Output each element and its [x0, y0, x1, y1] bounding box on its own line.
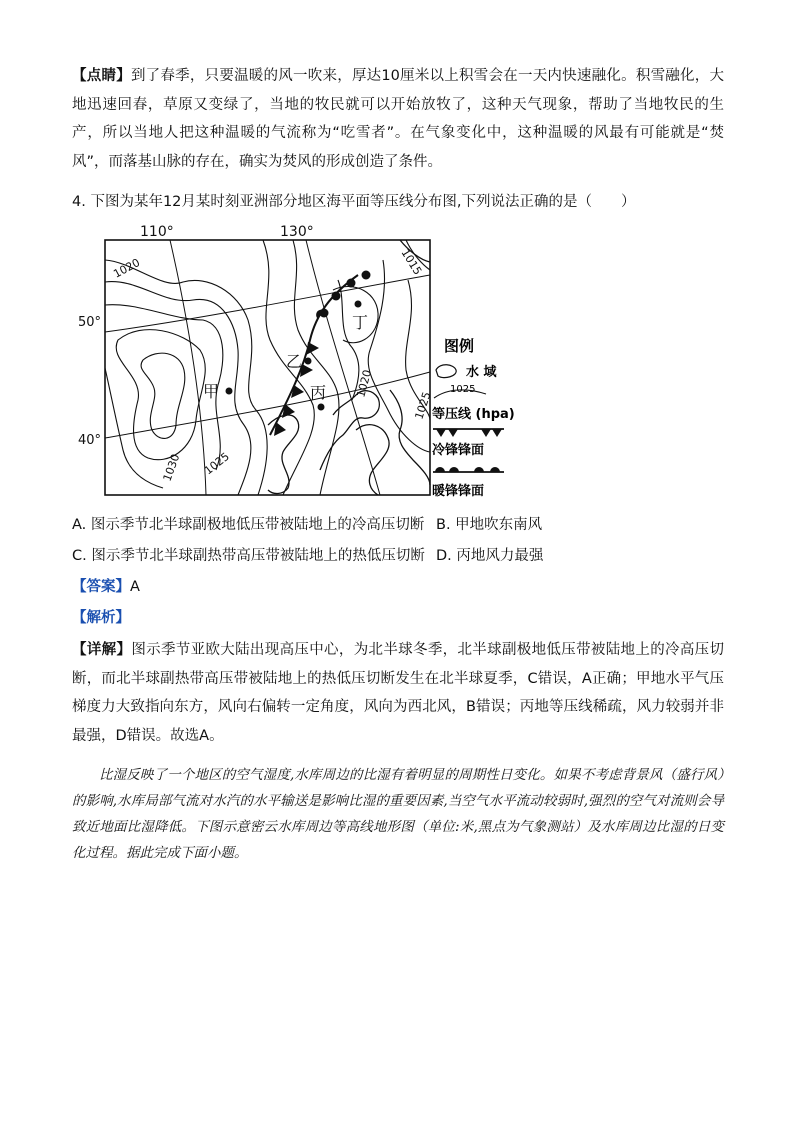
- legend-isobar-value: 1025: [450, 384, 476, 395]
- answer-tag: 【答案】: [72, 579, 130, 595]
- legend-cold-triangle: [436, 429, 446, 437]
- warm-front-semicircle: [320, 309, 329, 318]
- isobar-line: [116, 330, 205, 460]
- dot-yi: [305, 358, 312, 365]
- map-legend: [432, 337, 515, 499]
- analysis-tag: 【解析】: [72, 610, 130, 626]
- legend-warm-semicircle: [449, 467, 459, 472]
- legend-warm-semicircle: [490, 467, 500, 472]
- isobar-line: [141, 353, 185, 438]
- place-label-bing: 丙: [310, 383, 327, 402]
- legend-isobar-label: 等压线 (hpa): [432, 407, 515, 422]
- lat-label-50: 50°: [78, 315, 102, 330]
- isobar-label: 1015: [398, 246, 425, 278]
- lon-label-130: 130°: [280, 224, 314, 240]
- option-a: A. 图示季节北半球副极地低压带被陆地上的冷高压切断: [72, 517, 425, 533]
- isobar-map: [78, 220, 528, 505]
- dot-jia: [226, 388, 233, 395]
- isobar-label: 1020: [354, 368, 375, 399]
- warm-front-semicircle: [362, 271, 371, 280]
- lat-label-40: 40°: [78, 433, 102, 448]
- detail-text: 图示季节亚欧大陆出现高压中心，为北半球冬季，北半球副极地低压带被陆地上的冷高压切断，而北半球副热带高压带被陆地上的热低压切断发生在北半球夏季，C错误，A正确；甲地水平气压梯度力大致指向东方，风向右偏转一定角度，风向为西北风，B错误；丙地等压线稀疏，风力较弱并非最强，D错误。故选A。: [72, 642, 725, 744]
- isobar-line: [368, 260, 430, 452]
- isobar-label: 1020: [111, 256, 143, 281]
- answer-line: [72, 577, 140, 597]
- place-label-ding: 丁: [352, 313, 369, 332]
- legend-warm-label: 暖锋锋面: [432, 484, 485, 499]
- warm-front-semicircle: [332, 292, 341, 301]
- cold-front-triangle: [306, 342, 319, 355]
- legend-cold-triangle: [481, 429, 491, 437]
- legend-cold-triangle: [492, 429, 502, 437]
- cold-front-triangle: [274, 422, 286, 436]
- option-c: C. 图示季节北半球副热带高压带被陆地上的热低压切断: [72, 548, 425, 564]
- point-tag: 【点睛】: [72, 68, 131, 84]
- point-text: 到了春季，只要温暖的风一吹来，厚达10厘米以上积雪会在一天内快速融化。积雪融化，大地迅速回春，草原又变绿了，当地的牧民就可以开始放牧了，这种天气现象，帮助了当地牧民的生产，所以当地人把这种温暖的气流称为“吃雪者”。在气象变化中，这种温暖的风最有可能就是“焚风”，而落基山脉的存在，确实为焚风的形成创造了条件。: [72, 68, 724, 170]
- option-b: B. 甲地吹东南风: [436, 517, 543, 533]
- lon-label-110: 110°: [140, 224, 174, 240]
- coastline: [356, 425, 389, 495]
- answer-value: A: [130, 579, 140, 595]
- isobar-line: [105, 260, 267, 495]
- isobar-label: 1030: [160, 452, 183, 484]
- place-label-yi: 乙: [286, 352, 303, 371]
- detail-tag: 【详解】: [72, 642, 132, 658]
- legend-warm-semicircle: [474, 467, 484, 472]
- option-d: D. 丙地风力最强: [436, 548, 544, 564]
- dot-bing: [318, 404, 325, 411]
- warm-front-semicircle: [347, 279, 356, 288]
- isobar-label: 1025: [412, 390, 434, 421]
- detail-paragraph: [72, 636, 724, 750]
- point-paragraph: [72, 62, 724, 176]
- legend-water-icon: [436, 365, 456, 378]
- graticule-50: [105, 275, 430, 332]
- legend-cold-triangle: [448, 429, 458, 437]
- legend-cold-label: 冷锋锋面: [432, 443, 485, 458]
- dot-ding: [355, 301, 362, 308]
- legend-water-label: 水 域: [466, 365, 497, 380]
- place-label-jia: 甲: [203, 382, 220, 401]
- question-text: 4. 下图为某年12月某时刻亚洲部分地区海平面等压线分布图,下列说法正确的是（ ）: [72, 194, 636, 210]
- legend-title: 图例: [444, 337, 475, 355]
- isobar-lines: [105, 240, 430, 495]
- next-intro-paragraph: 比湿反映了一个地区的空气湿度,水库周边的比湿有着明显的周期性日变化。如果不考虑背景风（盛行风）的影响,水库局部气流对水汽的水平输送是影响比湿的重要因素,当空气水平流动较弱时,强烈的空气对流则会导致近地面比湿降低。下图示意密云水库周边等高线地形图（单位:米,黑点为气象测站）及水库周边比湿的日变化过程。据此完成下面小题。: [72, 767, 724, 861]
- isobar-label: 1025: [201, 449, 232, 478]
- coastline: [268, 415, 299, 494]
- legend-warm-semicircle: [435, 467, 445, 472]
- isobar-line: [338, 280, 359, 400]
